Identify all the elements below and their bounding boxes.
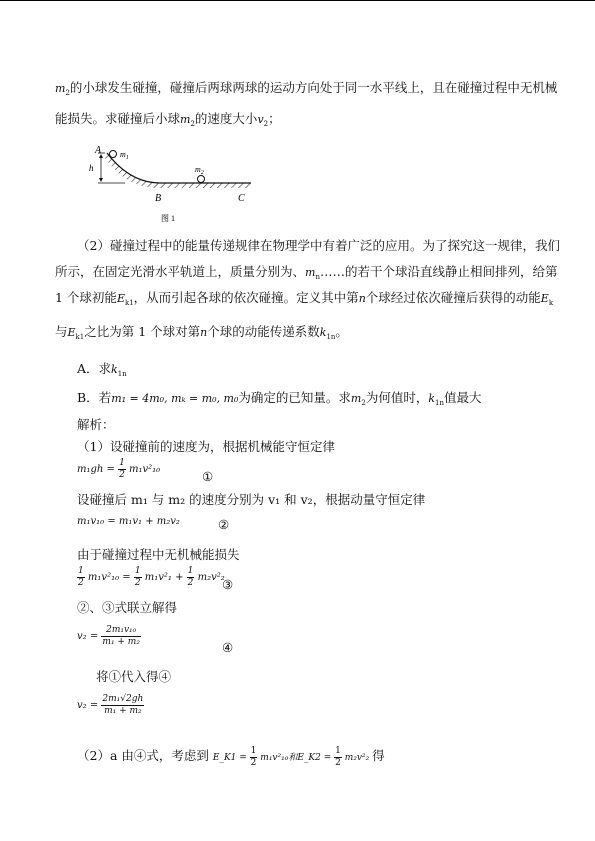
solution-step-2: 设碰撞后 m₁ 与 m₂ 的速度分别为 v₁ 和 v₂，根据动量守恒定律: [77, 492, 426, 507]
top-border: [0, 0, 595, 1]
equation-2: m₁v₁₀ = m₁v₁ + m₂v₂: [77, 516, 180, 527]
solution-step-1: （1）设碰撞前的速度为，根据机械能守恒定律: [77, 439, 335, 454]
label-m1: $m_1$: [120, 150, 129, 161]
solution-step-3: 由于碰撞过程中无机械能损失: [77, 547, 240, 562]
part2-line-2: 所示，在固定光滑水平轨道上，质量分别为、$m_n\dots\dots$的若干个球沿直线静止相间排列，给第: [55, 264, 558, 281]
part2-line-1: （2）碰撞过程中的能量传递规律在物理学中有着广泛的应用。为了探究这一规律，我们: [77, 238, 560, 253]
solution-heading: 解析：: [77, 417, 115, 432]
label-h: h: [89, 163, 94, 173]
equation-4: v₂ = $\frac{\text{2m₁v₁₀}}{\text{m₁ + m₂}}$: [77, 625, 140, 647]
figure-caption: 图 1: [161, 214, 175, 223]
equation-5: v₂ = $\frac{\text{2m₁√2gh}}{\text{m₁ + m₂}}$: [77, 694, 144, 716]
label-A: A: [95, 145, 102, 156]
equation-marker-4: ④: [222, 640, 234, 655]
solution-step-5: 将①代入得④: [96, 669, 172, 684]
part2-line-4: 与$E_{k1}$之比为第 1 个球对第n个球的动能传递系数$k_{1n}$。: [55, 324, 348, 341]
equation-marker-2: ②: [218, 517, 230, 532]
equation-marker-3: ③: [222, 577, 234, 592]
solution-step-6: （2）a 由④式，考虑到 E_K1 = $\frac{1}{2}$ m₁v²₁₀和E_K2 = $\frac{1}{2}$ m₂v²₂ 得: [77, 746, 385, 768]
label-m2: $m_2$: [195, 165, 204, 176]
intro-line-2: 能损失。求碰撞后小球$m_2$的速度大小$v_2$；: [55, 111, 281, 128]
label-C: C: [238, 193, 245, 204]
question-B: B．若m₁ = 4m₀, mₖ = m₀, m₀为确定的已知量。求$m_2$为何值时，$k_{1n}$值最大: [77, 390, 482, 407]
equation-marker-1: ①: [202, 469, 214, 484]
var-m: m: [55, 82, 66, 95]
part2-line-3: 1 个球初能$E_{k1}$，从而引起各球的依次碰撞。定义其中第n个球经过依次碰撞后获得的动能$E_k$: [55, 290, 554, 307]
figure-1: [85, 143, 255, 225]
ball-m1: [110, 151, 117, 158]
solution-step-4: ②、③式联立解得: [77, 600, 178, 615]
question-B-formula: m₁ = 4m₀, mₖ = m₀, m₀: [111, 392, 239, 405]
equation-1: m₁gh = $\frac{1}{2}$ m₁v²₁₀: [77, 458, 161, 480]
ball-m2: [198, 176, 205, 183]
equation-3: $\frac{1}{2}$ m₁v²₁₀ = $\frac{1}{2}$ m₁v²₁ + $\frac{1}{2}$ m₂v²₂: [78, 566, 225, 588]
label-B: B: [155, 193, 162, 204]
question-A: A．求$k_{1n}$: [77, 361, 127, 378]
intro-line-1: $m_2$的小球发生碰撞，碰撞后两球两球的运动方向处于同一水平线上，且在碰撞过程中无机械: [55, 80, 558, 97]
